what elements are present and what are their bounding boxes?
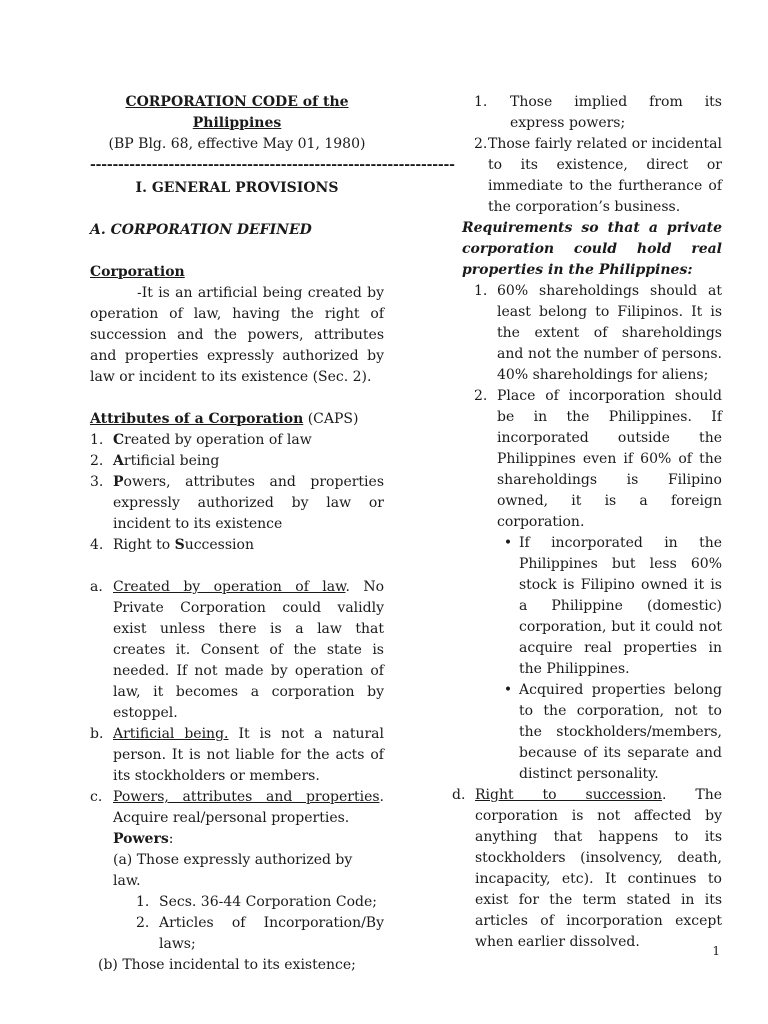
section-heading: I. GENERAL PROVISIONS <box>135 180 339 196</box>
requirement-bullet: • If incorporated in the Philippines but less 60% stock is Filipino owned it is a Philippine (domestic) corporation, but it could not acquire real properties in the Philippines. <box>440 533 722 680</box>
powers-a: (a) Those expressly authorized by law. <box>113 852 353 889</box>
attribute-item: 3. Powers, attributes and properties expressly authorized by law or incident to its existence <box>90 474 384 532</box>
explanation-b: b. Artificial being. It is not a natural person. It is not liable for the acts of its stockholders or members. <box>90 726 384 784</box>
requirements-heading: Requirements so that a private corporation could hold real properties in the Philippines: <box>462 220 722 278</box>
attribute-item: 1. Created by operation of law <box>90 432 312 448</box>
corporation-heading: Corporation <box>90 264 185 280</box>
powers-b: (b) Those incidental to its existence; <box>98 957 356 973</box>
requirement-item: 2. Place of incorporation should be in the Philippines. If incorporated outside the Philippines even if 60% of the shareholdings is Filipino owned, it is a foreign corporation. <box>474 388 722 530</box>
page-number: 1 <box>712 944 720 958</box>
separator-line: ----------------------------------------------------------------- <box>90 157 455 173</box>
doc-title-line1: CORPORATION CODE of the <box>125 94 349 110</box>
powers-a-item: 1. Secs. 36-44 Corporation Code; <box>136 894 377 910</box>
explanation-d: d. Right to succession. The corporation is not affected by anything that happens to its stockholders (insolvency, death, incapacity, etc). It continues to exist for the term stated in its articles of incorporation except when earlier dissolved. <box>452 787 722 950</box>
doc-title-line2: Philippines <box>192 115 282 131</box>
powers-b-item: 2. Those fairly related or incidental to its existence, direct or immediate to the furtherance of the corporation’s business. <box>474 136 722 215</box>
powers-label: Powers: <box>113 831 174 847</box>
attributes-heading: Attributes of a Corporation (CAPS) <box>90 411 359 427</box>
doc-subtitle: (BP Blg. 68, effective May 01, 1980) <box>108 136 366 152</box>
attribute-item: 2. Artificial being <box>90 453 220 469</box>
powers-a-item: 2. Articles of Incorporation/By laws; <box>136 915 384 952</box>
bullet-icon: • <box>503 535 513 551</box>
right-column <box>440 92 722 953</box>
attribute-item: 4. Right to Succession <box>90 537 254 553</box>
bullet-icon: • <box>503 682 513 698</box>
left-column <box>90 92 455 976</box>
corporation-definition: -It is an artificial being created by operation of law, having the right of succession and the powers, attributes and properties expressly authorized by law or incident to its existence (Sec. 2). <box>90 285 384 385</box>
requirement-item: 1. 60% shareholdings should at least belong to Filipinos. It is the extent of shareholdings and not the number of persons. 40% shareholdings for aliens; <box>474 283 722 383</box>
explanation-c: c. Powers, attributes and properties. Acquire real/personal properties. <box>90 789 384 826</box>
explanation-a: a. Created by operation of law. No Private Corporation could validly exist unless there is a law that creates it. Consent of the state is needed. If not made by operation of law, it becomes a corporation by estoppel. <box>90 579 384 721</box>
subsection-heading: A. CORPORATION DEFINED <box>90 222 312 238</box>
powers-b-item: 1. Those implied from its express powers; <box>474 94 722 131</box>
requirement-bullet: • Acquired properties belong to the corporation, not to the stockholders/members, because of its separate and distinct personality. <box>440 680 722 785</box>
